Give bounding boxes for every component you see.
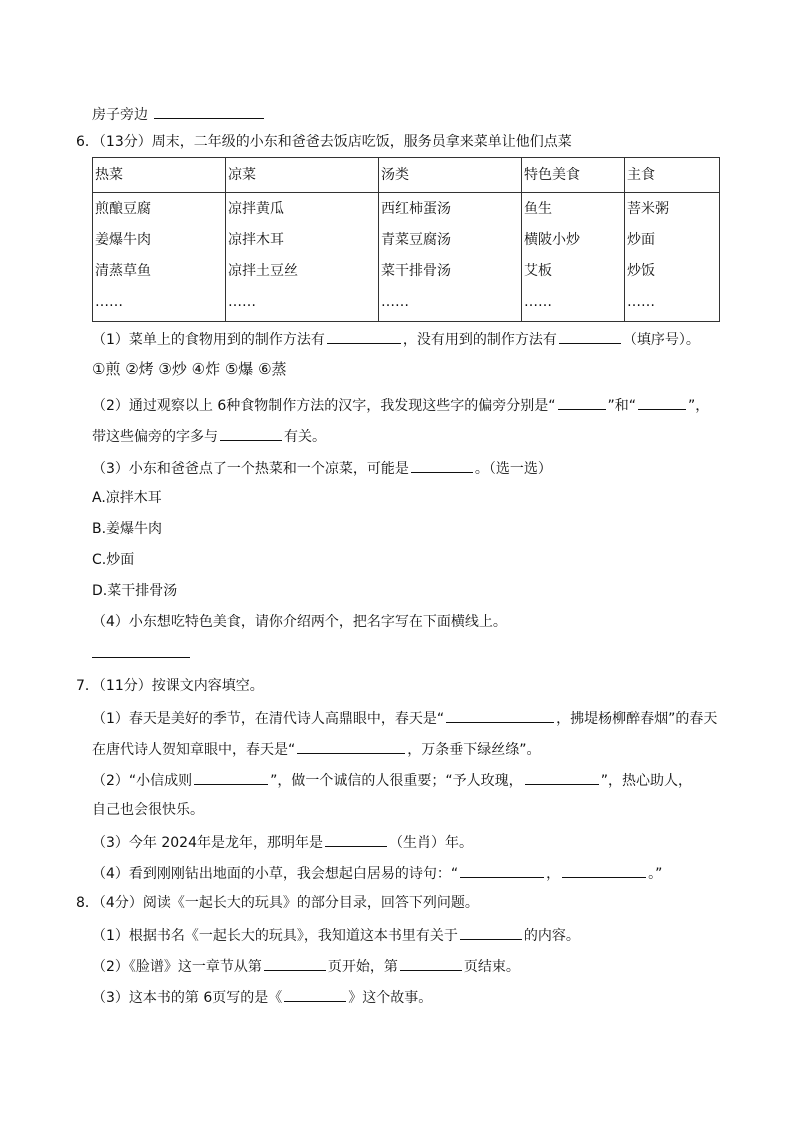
- choice-a[interactable]: A.凉拌木耳: [92, 490, 162, 506]
- menu-col-special: [522, 193, 625, 322]
- q6-part-4-answer: [92, 643, 190, 663]
- q6-p2-text: ”，: [688, 398, 710, 414]
- q6-p3-text: 。（选一选）: [474, 461, 552, 477]
- q7-p4-text: （4）看到刚刚钻出地面的小草，我会想起白居易的诗句：“: [92, 866, 459, 882]
- question-8-title: 8．（4分）阅读《一起长大的玩具》的部分目录，回答下列问题。: [76, 895, 479, 911]
- menu-header-soup: 汤类: [379, 158, 522, 193]
- menu-item: 菩米粥: [627, 201, 669, 217]
- menu-item: ……: [627, 294, 655, 310]
- menu-item: 鱼生: [524, 201, 552, 217]
- answer-blank[interactable]: [411, 458, 473, 473]
- menu-body-row: [93, 193, 720, 322]
- q7-p1-text: ，拂堤杨柳醉春烟”的春天: [556, 711, 718, 727]
- choice-c[interactable]: C.炒面: [92, 552, 135, 568]
- q7-part-2: [92, 770, 692, 790]
- choice-d[interactable]: D.菜干排骨汤: [92, 583, 178, 599]
- q8-p2-text: （2）《脸谱》这一章节从第: [92, 959, 262, 975]
- q8-part-2: [92, 956, 520, 976]
- q6-p2-text: 有关。: [284, 429, 326, 445]
- q7-p3-text: （3）今年 2024年是龙年，那明年是: [92, 835, 323, 851]
- menu-header-staple: 主食: [625, 158, 720, 193]
- answer-blank[interactable]: [297, 739, 405, 754]
- q8-part-1: [92, 925, 580, 945]
- menu-item: 凉拌土豆丝: [228, 263, 298, 279]
- menu-item: 横陂小炒: [524, 232, 580, 248]
- q7-p4-text: ，: [546, 866, 561, 882]
- menu-item: ……: [524, 294, 552, 310]
- q8-part-3: [92, 987, 432, 1007]
- menu-header-cold: 凉菜: [226, 158, 379, 193]
- answer-blank[interactable]: [460, 925, 522, 940]
- q7-p2-text: ”，做一个诚信的人很重要；“予人玫瑰，: [270, 773, 523, 789]
- q7-p1-text: 在唐代诗人贺知章眼中，春天是“: [92, 742, 296, 758]
- q6-p2-text: 带这些偏旁的字多与: [92, 429, 218, 445]
- q8-p3-text: （3）这本书的第 6页写的是《: [92, 990, 283, 1006]
- question-6-title: 6．（13分）周末，二年级的小东和爸爸去饭店吃饭，服务员拿来菜单让他们点菜: [76, 134, 572, 150]
- menu-table: [92, 157, 720, 322]
- answer-blank[interactable]: [525, 770, 599, 785]
- q6-p1-text: ，没有用到的制作方法有: [402, 332, 557, 348]
- answer-blank[interactable]: [154, 104, 264, 119]
- q8-p2-text: 页开始，第: [327, 959, 398, 975]
- q7-part-4: [92, 863, 662, 883]
- q6-p2-text: （2）通过观察以上 6种食物制作方法的汉字，我发现这些字的偏旁分别是“: [92, 398, 556, 414]
- menu-item: 炒面: [627, 232, 655, 248]
- answer-blank[interactable]: [446, 708, 554, 723]
- q6-part-4: （4）小东想吃特色美食，请你介绍两个，把名字写在下面横线上。: [92, 614, 507, 630]
- menu-item: ……: [381, 294, 409, 310]
- q8-p2-text: 页结束。: [463, 959, 520, 975]
- menu-item: 菜干排骨汤: [381, 263, 451, 279]
- menu-item: 凉拌木耳: [228, 232, 284, 248]
- answer-blank[interactable]: [400, 956, 462, 971]
- q7-p1-text: （1）春天是美好的季节，在清代诗人高鼎眼中，春天是“: [92, 711, 445, 727]
- menu-item: 煎酿豆腐: [95, 201, 151, 217]
- menu-item: ……: [95, 294, 123, 310]
- question-7-title: 7．（11分）按课文内容填空。: [76, 678, 264, 694]
- menu-header-special: 特色美食: [522, 158, 625, 193]
- q7-p2-text: ”，热心助人，: [600, 773, 692, 789]
- menu-item: 西红柿蛋汤: [381, 201, 451, 217]
- menu-col-soup: [379, 193, 522, 322]
- q7-p1-text: ，万条垂下绿丝绦”。: [407, 742, 541, 758]
- answer-blank[interactable]: [559, 329, 621, 344]
- menu-header-hot: 热菜: [93, 158, 226, 193]
- answer-blank[interactable]: [92, 643, 190, 658]
- q7-p2-text: （2）“小信成则: [92, 773, 193, 789]
- answer-blank[interactable]: [638, 395, 686, 410]
- menu-item: 青菜豆腐汤: [381, 232, 451, 248]
- menu-item: 凉拌黄瓜: [228, 201, 284, 217]
- q6-part-3: [92, 458, 552, 478]
- menu-item: 清蒸草鱼: [95, 263, 151, 279]
- menu-col-staple: [625, 193, 720, 322]
- q7-part-1-cont: [92, 739, 541, 759]
- q7-p4-text: 。”: [648, 866, 663, 882]
- answer-blank[interactable]: [194, 770, 268, 785]
- q7-p3-text: （生肖）年。: [389, 835, 473, 851]
- q6-part-2: [92, 395, 709, 415]
- q8-p3-text: 》这个故事。: [348, 990, 433, 1006]
- q6-method-options: ①煎 ②烤 ③炒 ④炸 ⑤爆 ⑥蒸: [92, 360, 287, 378]
- answer-blank[interactable]: [325, 832, 387, 847]
- q7-part-1: [92, 708, 717, 728]
- q6-p2-text: ”和“: [607, 398, 637, 414]
- house-side-label: 房子旁边: [92, 107, 148, 123]
- menu-item: ……: [228, 294, 256, 310]
- q7-part-3: [92, 832, 473, 852]
- fill-line-house-side: [92, 104, 266, 124]
- answer-blank[interactable]: [460, 863, 544, 878]
- answer-blank[interactable]: [327, 329, 401, 344]
- answer-blank[interactable]: [284, 987, 346, 1002]
- q8-p1-text: （1）根据书名《一起长大的玩具》，我知道这本书里有关于: [92, 928, 458, 944]
- answer-blank[interactable]: [220, 426, 282, 441]
- answer-blank[interactable]: [558, 395, 606, 410]
- menu-col-hot: [93, 193, 226, 322]
- answer-blank[interactable]: [264, 956, 326, 971]
- menu-header-row: [93, 158, 720, 193]
- q8-p1-text: 的内容。: [523, 928, 580, 944]
- menu-col-cold: [226, 193, 379, 322]
- choice-b[interactable]: B.姜爆牛肉: [92, 521, 163, 537]
- answer-blank[interactable]: [562, 863, 646, 878]
- menu-item: 姜爆牛肉: [95, 232, 151, 248]
- q6-p3-text: （3）小东和爸爸点了一个热菜和一个凉菜，可能是: [92, 461, 409, 477]
- q6-p1-text: （1）菜单上的食物用到的制作方法有: [92, 332, 325, 348]
- q6-part-1: [92, 329, 700, 349]
- menu-item: 炒饭: [627, 263, 655, 279]
- q6-part-2-cont: [92, 426, 326, 446]
- q7-part-2-cont: 自己也会很快乐。: [92, 802, 204, 818]
- menu-item: 艾板: [524, 263, 552, 279]
- q6-p1-text: （填序号）。: [622, 332, 700, 348]
